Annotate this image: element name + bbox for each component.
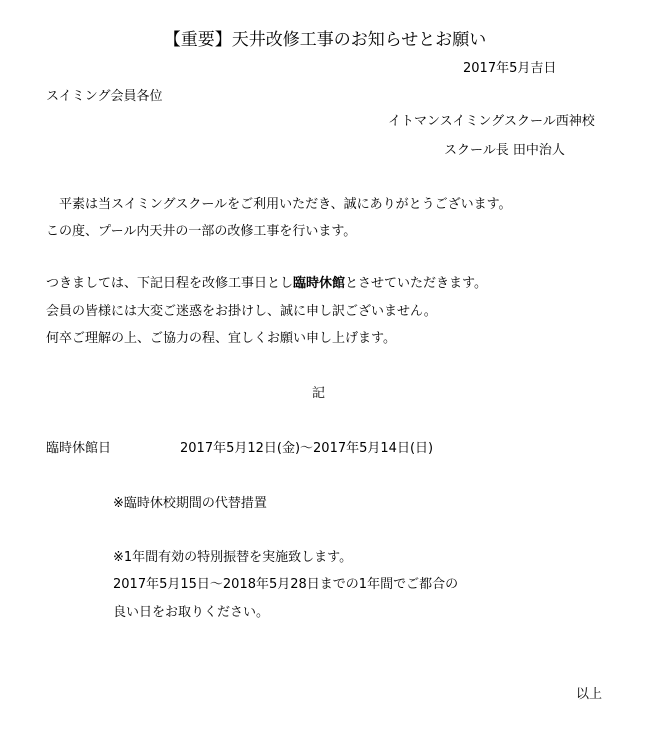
measures-line-3: 良い日をお取りください。 <box>113 605 270 620</box>
ki-heading: 記 <box>312 386 326 401</box>
document-title: 【重要】天井改修工事のお知らせとお願い <box>163 30 487 50</box>
closure-emphasis: 臨時休館 <box>293 276 346 291</box>
sender-principal: スクール長 田中治人 <box>444 143 565 158</box>
sender-school: イトマンスイミングスクール西神校 <box>388 114 595 129</box>
addressee: スイミング会員各位 <box>46 89 163 104</box>
measures-heading: ※臨時休校期間の代替措置 <box>113 496 267 511</box>
apology-paragraph: 会員の皆様には大変ご迷惑をお掛けし、誠に申し訳ございません。 <box>46 304 437 319</box>
request-paragraph: 何卒ご理解の上、ご協力の程、宜しくお願い申し上げます。 <box>46 331 396 346</box>
measures-line-2: 2017年5月15日～2018年5月28日までの1年間でご都合の <box>113 577 459 592</box>
notice-paragraph: この度、プール内天井の一部の改修工事を行います。 <box>46 224 357 239</box>
greeting-paragraph <box>46 198 512 211</box>
closure-text-post: とさせていただきます。 <box>345 276 487 291</box>
closure-text-pre: つきましては、下記日程を改修工事日とし <box>46 276 294 291</box>
closure-period-value: 2017年5月12日(金)～2017年5月14日(日) <box>180 441 434 456</box>
closing-mark: 以上 <box>576 687 603 702</box>
measures-line-1: ※1年間有効の特別振替を実施致します。 <box>113 550 353 565</box>
document-date: 2017年5月吉日 <box>463 61 557 76</box>
greeting-text: 平素は当スイミングスクールをご利用いただき、誠にありがとうございます。 <box>59 197 512 212</box>
closure-paragraph <box>46 277 487 290</box>
closure-period-label: 臨時休館日 <box>46 441 112 456</box>
